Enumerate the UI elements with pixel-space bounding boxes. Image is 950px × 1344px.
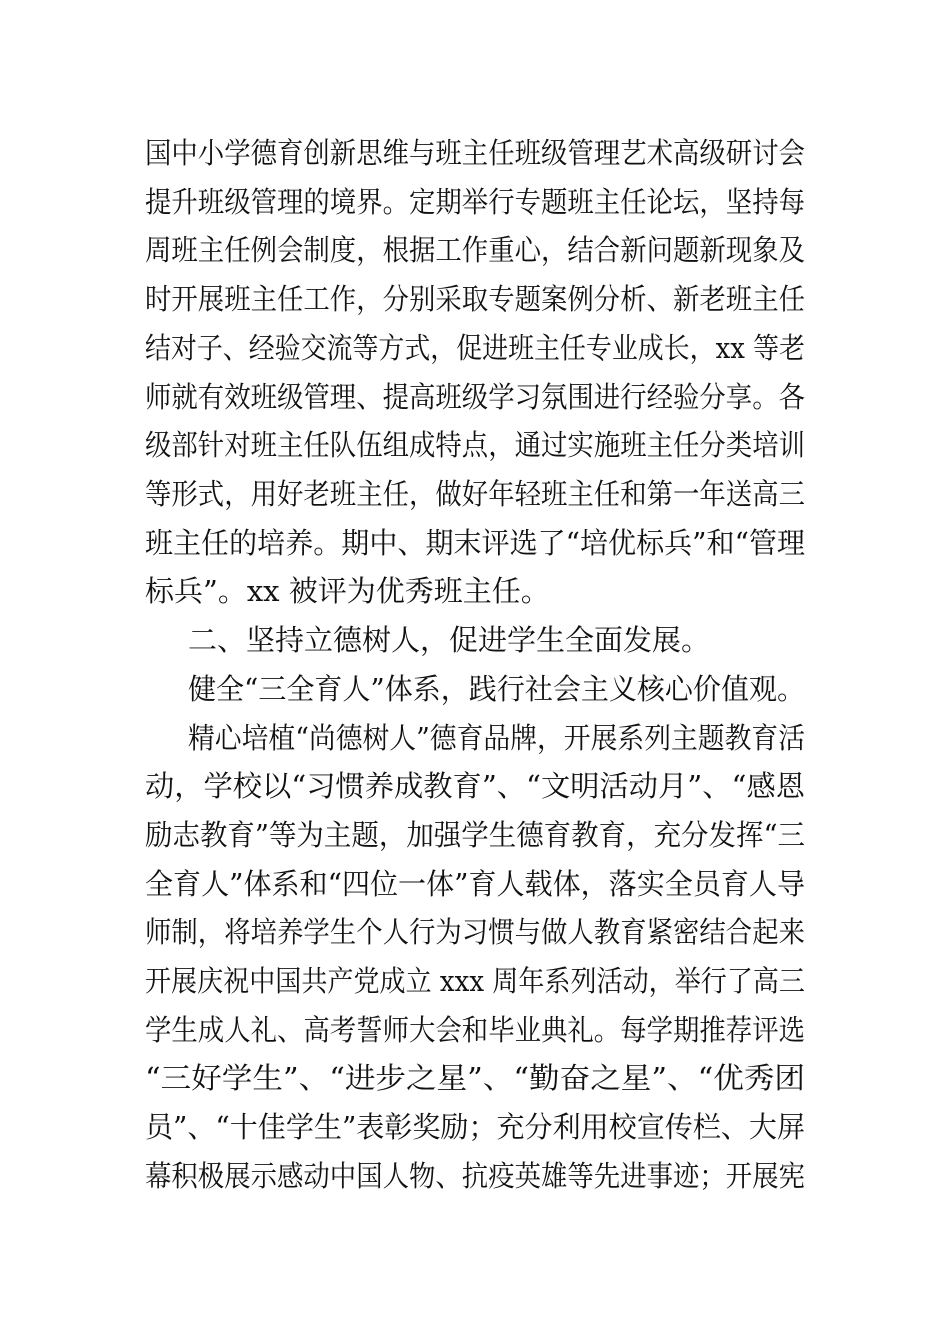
text-line: 时开展班主任工作，分别采取专题案例分析、新老班主任 [145,282,805,316]
text-line: 健全“三全育人”体系，践行社会主义核心价值观。 [188,672,805,706]
text-line: 励志教育”等为主题，加强学生德育教育，充分发挥“三 [145,818,805,852]
text-line: “三好学生”、“进步之星”、“勤奋之星”、“优秀团 [145,1061,805,1095]
text-line: 动，学校以“习惯养成教育”、“文明活动月”、“感恩 [145,769,805,803]
text-line: 师制，将培养学生个人行为习惯与做人教育紧密结合起来 [145,915,805,949]
text-line: 全育人”体系和“四位一体”育人载体，落实全员育人导 [145,867,805,901]
text-line: 班主任的培养。期中、期末评选了“培优标兵”和“管理 [145,526,805,560]
text-line: 学生成人礼、高考誓师大会和毕业典礼。每学期推荐评选 [145,1013,805,1047]
text-line: 提升班级管理的境界。定期举行专题班主任论坛，坚持每 [145,185,805,219]
text-line: 等形式，用好老班主任，做好年轻班主任和第一年送高三 [145,477,805,511]
text-line: 标兵”。xx 被评为优秀班主任。 [145,574,550,608]
text-line: 员”、“十佳学生”表彰奖励；充分利用校宣传栏、大屏 [145,1110,805,1144]
text-line: 结对子、经验交流等方式，促进班主任专业成长，xx 等老 [145,331,805,365]
text-line: 级部针对班主任队伍组成特点，通过实施班主任分类培训 [145,428,805,462]
section-heading: 二、坚持立德树人，促进学生全面发展。 [188,623,711,657]
text-line: 周班主任例会制度，根据工作重心，结合新问题新现象及 [145,233,805,267]
text-line: 幕积极展示感动中国人物、抗疫英雄等先进事迹；开展宪 [145,1159,805,1193]
text-line: 开展庆祝中国共产党成立 xxx 周年系列活动，举行了高三 [145,964,805,998]
text-line: 师就有效班级管理、提高班级学习氛围进行经验分享。各 [145,380,805,414]
text-line: 国中小学德育创新思维与班主任班级管理艺术高级研讨会 [145,136,805,170]
text-line: 精心培植“尚德树人”德育品牌，开展系列主题教育活 [188,721,805,755]
